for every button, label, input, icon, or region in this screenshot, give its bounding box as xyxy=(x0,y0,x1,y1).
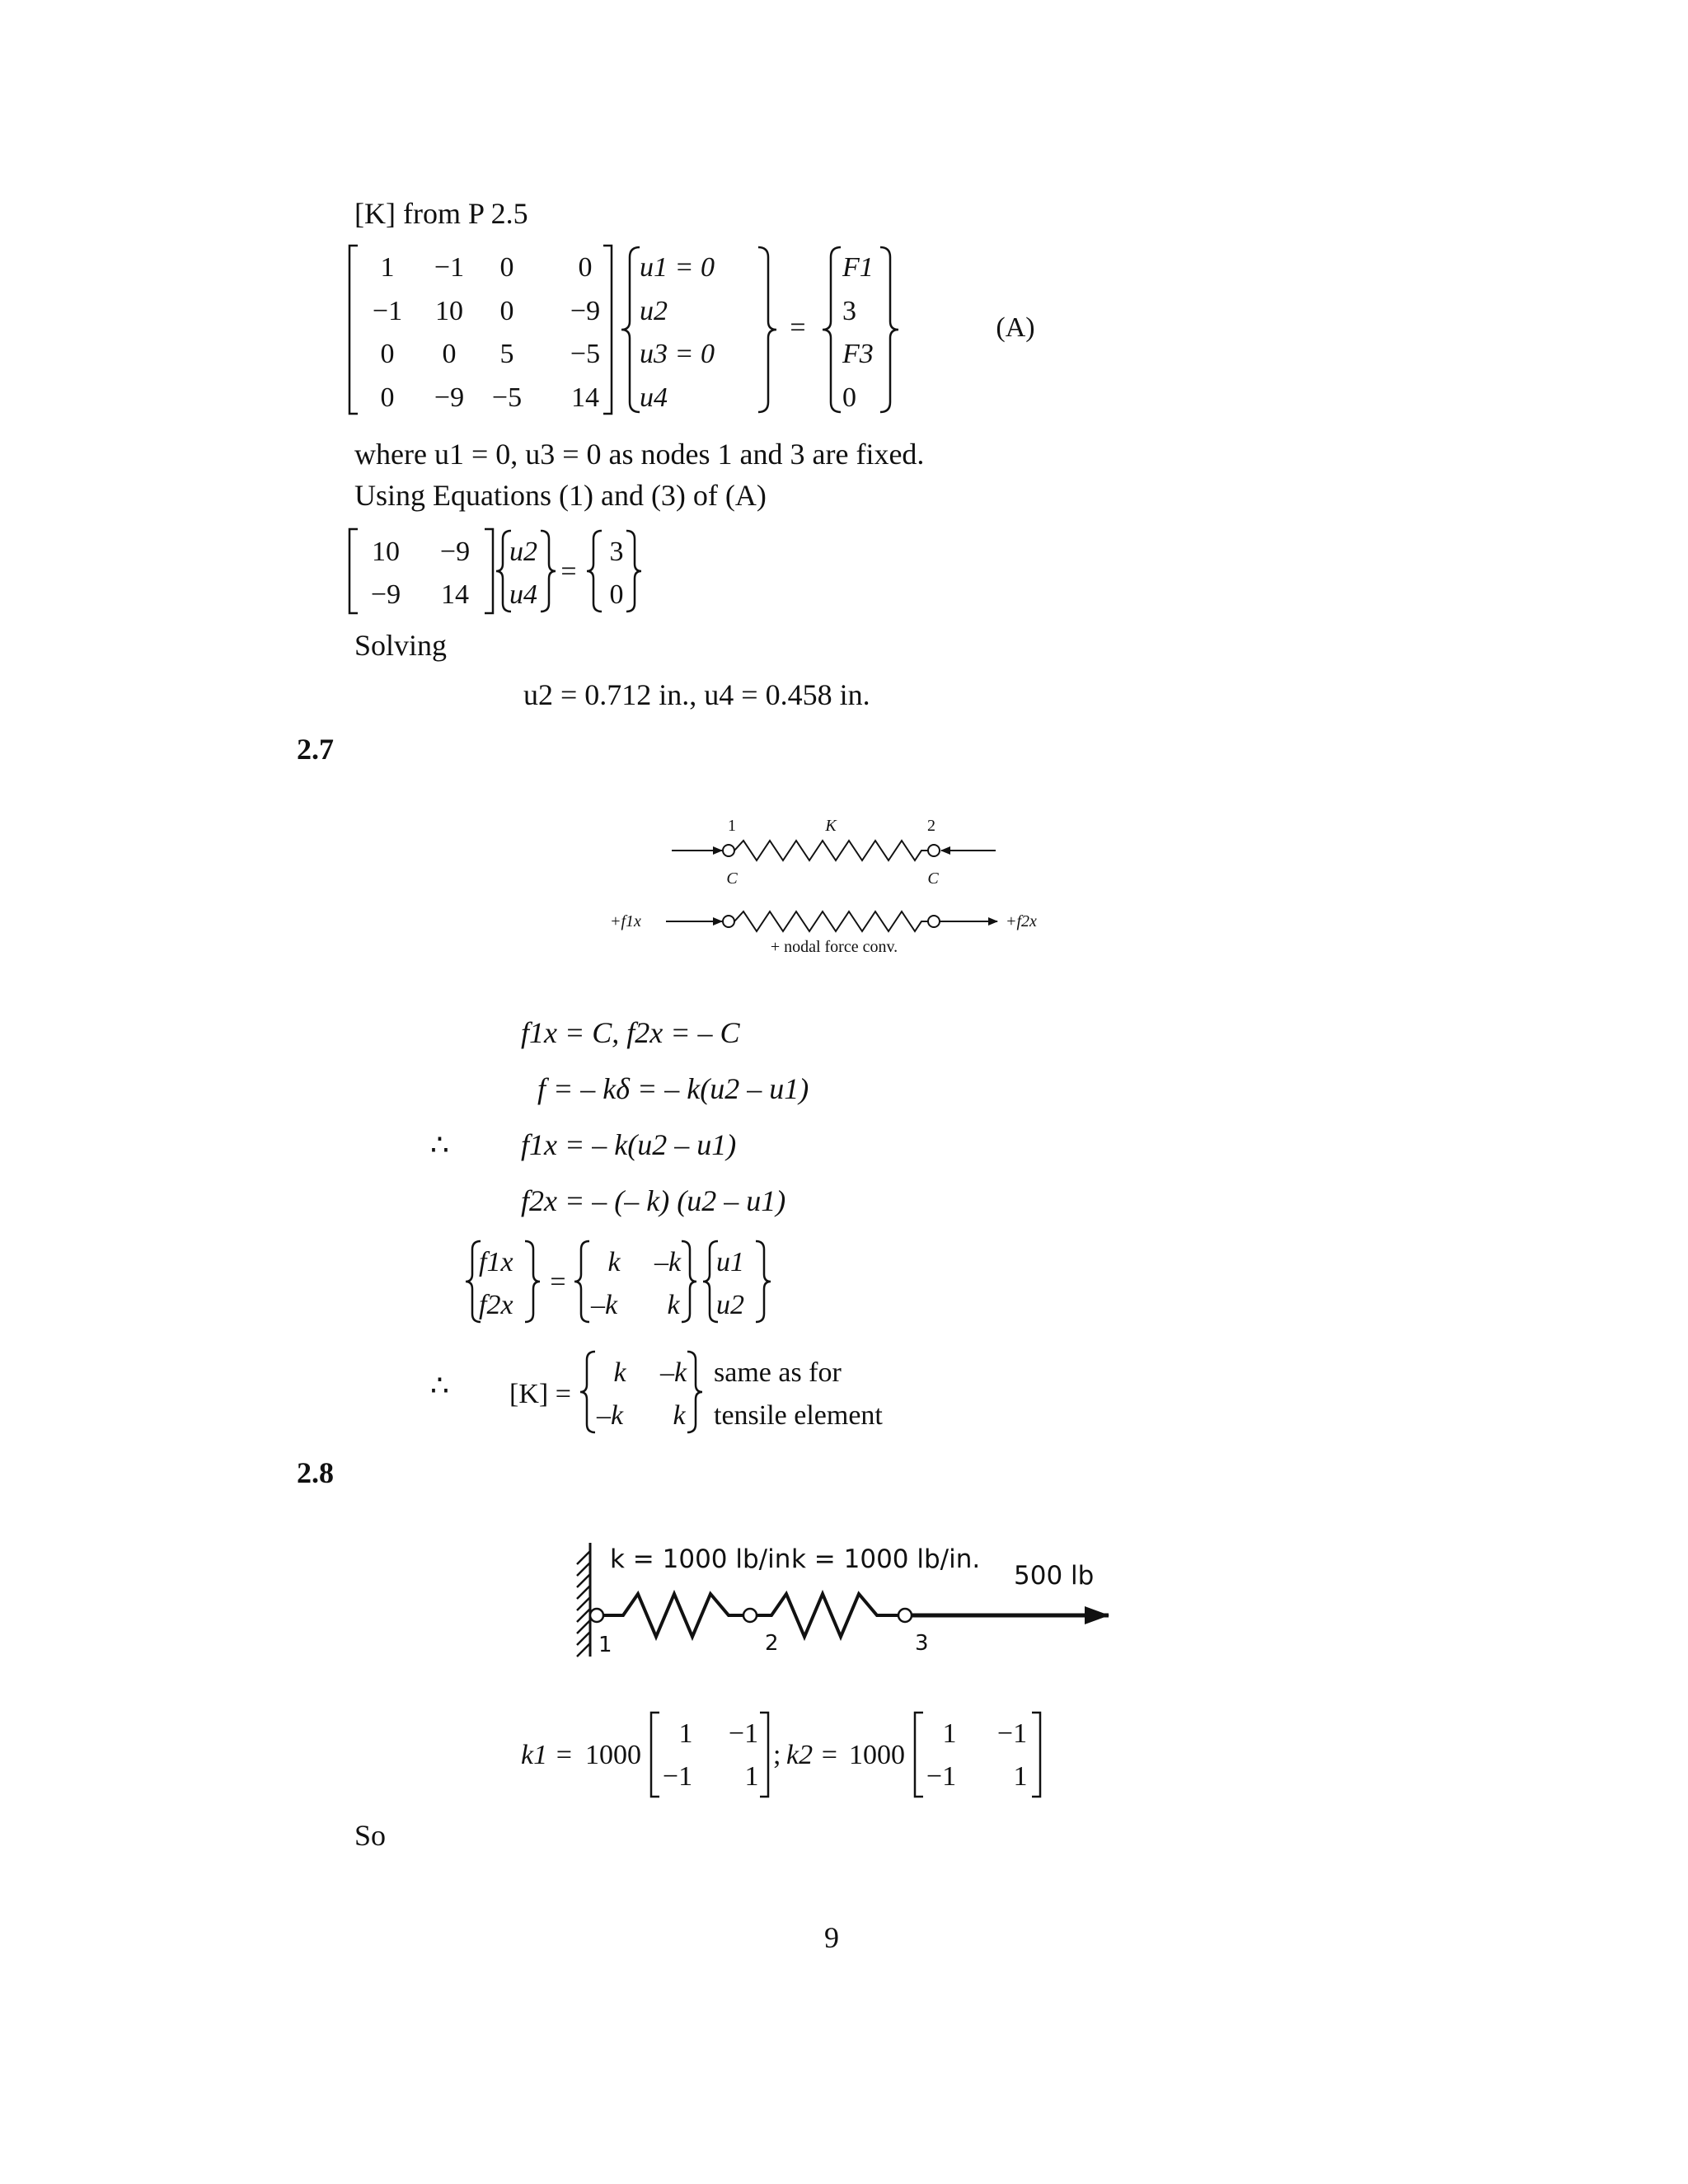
page-number: 9 xyxy=(824,1921,839,1954)
node-2 xyxy=(928,916,940,927)
matrix-cell: –k xyxy=(654,1247,682,1277)
matrix-cell: 1 xyxy=(744,1761,759,1792)
equation-A xyxy=(346,239,1071,429)
force-value: 3 xyxy=(842,296,856,326)
matrix-cell: 14 xyxy=(571,382,599,413)
displacement-u3: u3 = 0 xyxy=(640,339,715,369)
note-line: same as for xyxy=(714,1357,842,1388)
node-2 xyxy=(743,1609,757,1622)
matrix-cell: k xyxy=(673,1400,686,1431)
matrix-cell: 0 xyxy=(578,252,593,283)
spring-bottom xyxy=(734,912,928,931)
matrix-cell: −1 xyxy=(372,296,403,326)
force-f2x-label: +f2x xyxy=(1006,912,1037,930)
force-f2x: f2x xyxy=(479,1290,513,1320)
matrix-cell: –k xyxy=(590,1290,618,1320)
spring-1 xyxy=(603,1594,743,1637)
matrix-cell: k xyxy=(607,1247,621,1277)
matrix-cell: 0 xyxy=(499,252,514,283)
matrix-cell: 1 xyxy=(942,1718,957,1749)
force-C-right: C xyxy=(927,869,939,888)
solution: u2 = 0.712 in., u4 = 0.458 in. xyxy=(523,678,870,711)
matrix-cell: 0 xyxy=(380,382,395,413)
unknown-u2: u2 xyxy=(509,537,537,567)
displacement-u2: u2 xyxy=(716,1290,744,1320)
force-value: 0 xyxy=(842,382,856,413)
therefore-symbol: ∴ xyxy=(430,1369,449,1402)
matrix-cell: −9 xyxy=(370,579,401,610)
force-f1x-label: +f1x xyxy=(610,912,641,930)
k1-coefficient: 1000 xyxy=(585,1740,641,1770)
equation-label-A: (A) xyxy=(996,312,1035,343)
matrix-cell: −9 xyxy=(570,296,601,326)
convention-label: + nodal force conv. xyxy=(770,938,898,956)
therefore-symbol: ∴ xyxy=(430,1128,449,1161)
matrix-cell: −9 xyxy=(439,537,471,567)
matrix-cell: 14 xyxy=(441,579,469,610)
matrix-cell: −1 xyxy=(662,1761,693,1792)
node-label: 1 xyxy=(598,1633,612,1657)
k2-label: k2 = xyxy=(786,1740,839,1770)
text-where: where u1 = 0, u3 = 0 as nodes 1 and 3 are fixed. xyxy=(354,438,925,471)
matrix-cell: −5 xyxy=(491,382,523,413)
matrix-cell: 1 xyxy=(1013,1761,1028,1792)
spring-top xyxy=(734,841,928,860)
force-F1: F1 xyxy=(842,252,874,283)
matrix-cell: 0 xyxy=(499,296,514,326)
equals-sign: = xyxy=(550,1267,566,1297)
matrix-cell: −1 xyxy=(996,1718,1028,1749)
equation-line: f1x = – k(u2 – u1) xyxy=(521,1128,737,1161)
node-label: 2 xyxy=(765,1631,779,1656)
reduced-equation xyxy=(346,526,659,618)
note-line: tensile element xyxy=(714,1400,883,1431)
matrix-cell: 1 xyxy=(678,1718,693,1749)
node-1 xyxy=(723,845,734,856)
rhs-value: 3 xyxy=(609,537,624,567)
equation-line: f2x = – (– k) (u2 – u1) xyxy=(521,1184,786,1217)
equation-line: f1x = C, f2x = – C xyxy=(521,1016,740,1049)
matrix-cell: 10 xyxy=(372,537,400,567)
matrix-cell: 10 xyxy=(435,296,463,326)
node-1 xyxy=(590,1609,603,1622)
separator: ; xyxy=(773,1740,781,1770)
matrix-cell: –k xyxy=(659,1357,687,1388)
matrix-cell: −5 xyxy=(570,339,601,369)
force-F3: F3 xyxy=(842,339,874,369)
displacement-u2: u2 xyxy=(640,296,668,326)
matrix-cell: −9 xyxy=(434,382,465,413)
matrix-cell: 5 xyxy=(499,339,514,369)
node-1 xyxy=(723,916,734,927)
unknown-u4: u4 xyxy=(509,579,537,610)
node-label: 3 xyxy=(915,1631,929,1656)
node-3 xyxy=(898,1609,912,1622)
load-label: 500 lb xyxy=(1014,1561,1095,1591)
stiffness-matrix-equation xyxy=(509,1348,905,1437)
node-2 xyxy=(928,845,940,856)
spring-constant-label: k = 1000 lb/in. xyxy=(610,1544,799,1574)
spring-label: K xyxy=(825,817,837,835)
matrix-cell: k xyxy=(613,1357,626,1388)
text-so: So xyxy=(354,1819,387,1852)
node-label: 2 xyxy=(927,817,935,835)
matrix-cell: 0 xyxy=(380,339,395,369)
displacement-u1: u1 = 0 xyxy=(640,252,715,283)
matrix-cell: 1 xyxy=(380,252,395,283)
spring-constant-label: k = 1000 lb/in. xyxy=(791,1544,981,1574)
force-matrix-equation xyxy=(466,1238,795,1327)
matrix-cell: −1 xyxy=(728,1718,759,1749)
force-C-left: C xyxy=(726,869,738,888)
k1-label: k1 = xyxy=(521,1740,574,1770)
equals-sign: = xyxy=(560,556,577,587)
header-text: [K] from P 2.5 xyxy=(354,197,528,230)
matrix-cell: k xyxy=(667,1290,680,1320)
figure-two-springs xyxy=(552,1533,1129,1665)
section-heading-2-8: 2.8 xyxy=(297,1456,334,1489)
force-f1x: f1x xyxy=(479,1247,513,1277)
node-label: 1 xyxy=(728,817,736,835)
matrix-cell: –k xyxy=(596,1400,624,1431)
matrix-cell: −1 xyxy=(434,252,465,283)
matrix-cell: 0 xyxy=(442,339,457,369)
equals-sign: = xyxy=(790,312,806,343)
figure-compression-spring xyxy=(610,816,1071,956)
text-solving: Solving xyxy=(354,629,448,662)
matrix-cell: −1 xyxy=(926,1761,957,1792)
k2-coefficient: 1000 xyxy=(849,1740,905,1770)
text-using: Using Equations (1) and (3) of (A) xyxy=(354,479,767,512)
displacement-u1: u1 xyxy=(716,1247,744,1277)
equation-line: f = – kδ = – k(u2 – u1) xyxy=(537,1072,809,1105)
element-stiffness-equation xyxy=(521,1709,1048,1800)
section-heading-2-7: 2.7 xyxy=(297,733,334,766)
displacement-u4: u4 xyxy=(640,382,668,413)
rhs-value: 0 xyxy=(609,579,624,610)
K-label: [K] = xyxy=(509,1379,571,1409)
